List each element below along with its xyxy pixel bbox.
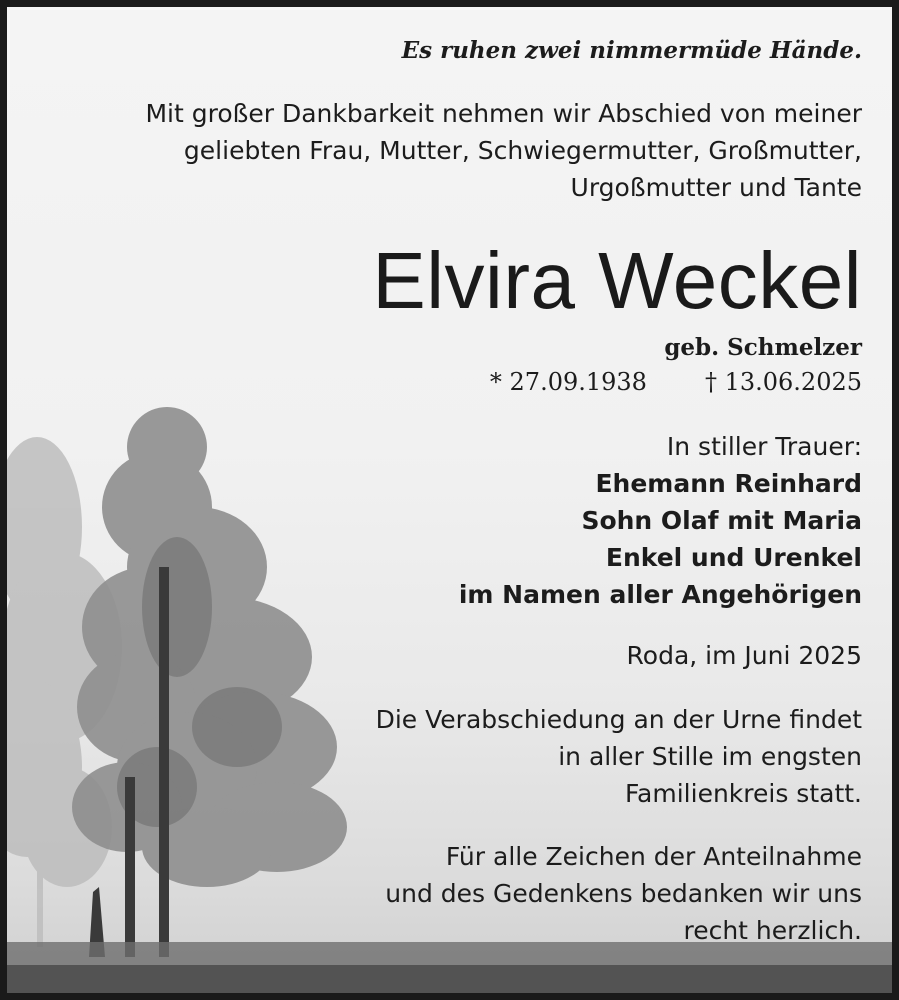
intro-text (145, 95, 862, 206)
death-date: † 13.06.2025 (704, 368, 862, 396)
thanks-line: Für alle Zeichen der Anteilnahme (445, 842, 862, 871)
birth-date: * 27.09.1938 (489, 368, 647, 396)
mourners-list (459, 465, 862, 613)
mourner: Enkel und Urenkel (605, 543, 862, 572)
place-date: Roda, im Juni 2025 (626, 641, 862, 670)
intro-line: Mit großer Dankbarkeit nehmen wir Abschied von meiner (145, 99, 862, 128)
notice-line: in aller Stille im engsten (558, 742, 862, 771)
mourner: Ehemann Reinhard (595, 469, 862, 498)
intro-line: Urgoßmutter und Tante (570, 173, 862, 202)
motto: Es ruhen zwei nimmermüde Hände. (401, 37, 862, 64)
thanks-text (385, 838, 862, 949)
deceased-name: Elvira Weckel (372, 236, 862, 325)
intro-line: geliebten Frau, Mutter, Schwiegermutter, Großmutter, (183, 136, 862, 165)
mourner: Sohn Olaf mit Maria (581, 506, 862, 535)
life-dates (490, 364, 862, 401)
funeral-notice (376, 701, 862, 812)
maiden-name: geb. Schmelzer (664, 334, 862, 361)
notice-line: Familienkreis statt. (624, 779, 862, 808)
mourner: im Namen aller Angehörigen (458, 580, 862, 609)
mourning-label: In stiller Trauer: (666, 432, 862, 461)
thanks-line: recht herzlich. (683, 916, 862, 945)
main-tree-canopy (72, 407, 347, 887)
thanks-line: und des Gedenkens bedanken wir uns (385, 879, 862, 908)
notice-line: Die Verabschiedung an der Urne findet (375, 705, 862, 734)
